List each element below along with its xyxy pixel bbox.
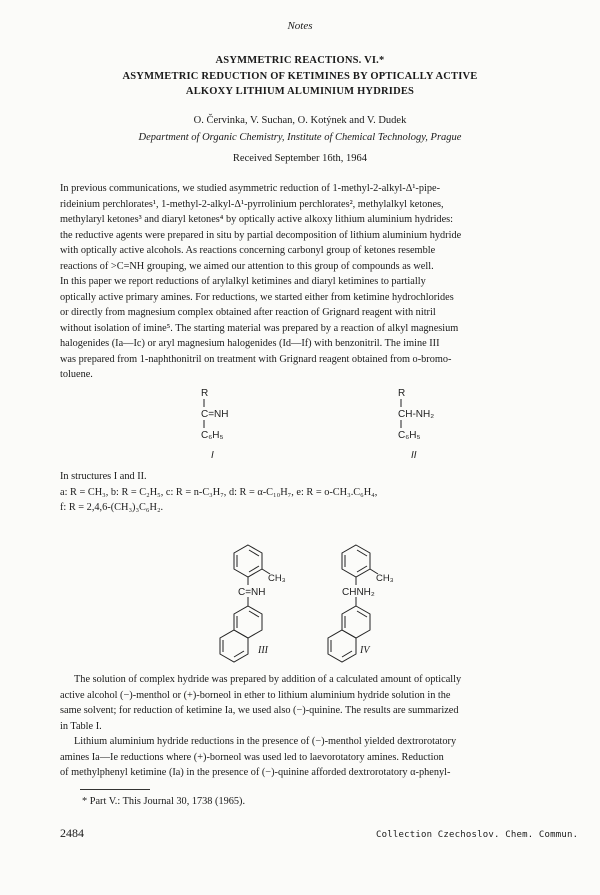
structure-legend [60, 469, 571, 516]
results-line: active alcohol (−)-menthol or (+)-borneol in ether to lithium aluminium hydride solution in the [60, 689, 451, 701]
intro-line: reactions of >C=NH grouping, we aimed our attention to this group of compounds as well. [60, 260, 434, 272]
intro-line: the reductive agents were prepared in situ by partial decomposition of lithium aluminium hydride [60, 229, 462, 241]
section-header: Notes [287, 20, 313, 32]
intro-line: with optically active alcohols. As reactions concerning carbonyl group of ketones resemble [60, 245, 436, 256]
intro-line: halogenides (Ia—Ic) or aryl magnesium halogenides (Id—If) with benzonitril. The imine III [60, 338, 440, 349]
intro-line: toluene. [60, 369, 93, 380]
structure-ii-amine: CH-NH₂ [398, 409, 435, 420]
intro-line: was prepared from 1-naphthonitril on treatment with Grignard reagent obtained from o-bromo- [60, 353, 452, 365]
intro-line: In previous communications, we studied asymmetric reduction of 1-methyl-2-alkyl-Δ¹-pipe- [60, 183, 441, 194]
structure-i-imine: C=NH [201, 409, 229, 420]
structure-ii [398, 388, 434, 461]
journal-name: Collection Czechoslov. Chem. Commun. [376, 830, 579, 840]
structure-i [201, 388, 229, 461]
received-date: Received September 16th, 1964 [232, 153, 368, 164]
footnote: * Part V.: This Journal 30, 1738 (1965). [82, 796, 246, 807]
structure-iv [328, 545, 378, 662]
intro-line: In this paper we report reductions of arylalkyl ketimines and diaryl ketimines to partially [60, 276, 426, 287]
results-paragraph [60, 672, 571, 781]
structure-iv-methyl: CH₃ [376, 573, 394, 584]
structure-ii-label: II [411, 450, 417, 461]
results-line: amines Ia—Ie reductions where (+)-borneol was used led to laevorotatory amines. Reduction [60, 751, 444, 763]
structure-i-r: R [201, 388, 209, 399]
authors: O. Červinka, V. Suchan, O. Kotýnek and V. Dudek [193, 115, 407, 126]
structure-ii-r: R [398, 388, 406, 399]
structure-i-label: I [211, 450, 214, 461]
structure-iv-label: IV [360, 645, 370, 656]
intro-line: optically active primary amines. For reductions, we started either from ketimine hydrochlorides [60, 291, 454, 303]
page-number: 2484 [60, 826, 84, 840]
intro-line: rideinium perchlorates¹, 1-methyl-2-alkyl-Δ¹-pyrrolinium perchlorates², methylalkyl ketones, [60, 198, 444, 210]
title-line-3: ALKOXY LITHIUM ALUMINIUM HYDRIDES [185, 86, 415, 97]
legend-line: In structures I and II. [60, 471, 147, 482]
results-line: Lithium aluminium hydride reductions in the presence of (−)-menthol yielded dextrorotatory [74, 736, 457, 747]
results-line: in Table I. [60, 720, 102, 732]
intro-paragraph [60, 181, 571, 383]
structure-i-ring: C₆H₅ [201, 430, 224, 441]
legend-line: f: R = 2,4,6-(CH₃)₃C₆H₂. [60, 502, 164, 513]
title-line-1: ASYMMETRIC REACTIONS. VI.* [215, 55, 385, 66]
footnote-rule [80, 789, 150, 790]
legend-line: a: R = CH₃, b: R = C₂H₅, c: R = n-C₃H₇, d: R = α-C₁₀H₇, e: R = o-CH₃.C₆H₄, [60, 486, 378, 498]
intro-line: or directly from magnesium complex obtained after reaction of Grignard reagent with nitril [60, 307, 436, 318]
structure-ii-ring: C₆H₅ [398, 430, 421, 441]
structure-iv-amine: CHNH₂ [342, 587, 375, 598]
structure-iii-imine: C=NH [238, 587, 266, 598]
affiliation: Department of Organic Chemistry, Institute of Chemical Technology, Prague [138, 132, 462, 143]
results-line: of methylphenyl ketimine (Ia) in the presence of (−)-quinine afforded dextrorotatory α-phenyl- [60, 767, 451, 778]
title-line-2: ASYMMETRIC REDUCTION OF KETIMINES BY OPTICALLY ACTIVE [122, 71, 478, 82]
structure-iii-methyl: CH₃ [268, 573, 286, 584]
intro-line: without isolation of imine⁵. The starting material was prepared by a reaction of alkyl magnesium [60, 322, 459, 334]
structure-iii-label: III [258, 645, 268, 656]
results-line: same solvent; for reduction of ketimine Ia, we used also (−)-quinine. The results are summarized [60, 705, 459, 716]
structures-iii-iv [0, 538, 600, 664]
intro-line: methylaryl ketones³ and diaryl ketones⁴ by optically active alkoxy lithium aluminium hydrides: [60, 214, 454, 225]
results-line: The solution of complex hydride was prepared by addition of a calculated amount of optically [74, 674, 462, 685]
structures-i-ii [0, 384, 600, 462]
